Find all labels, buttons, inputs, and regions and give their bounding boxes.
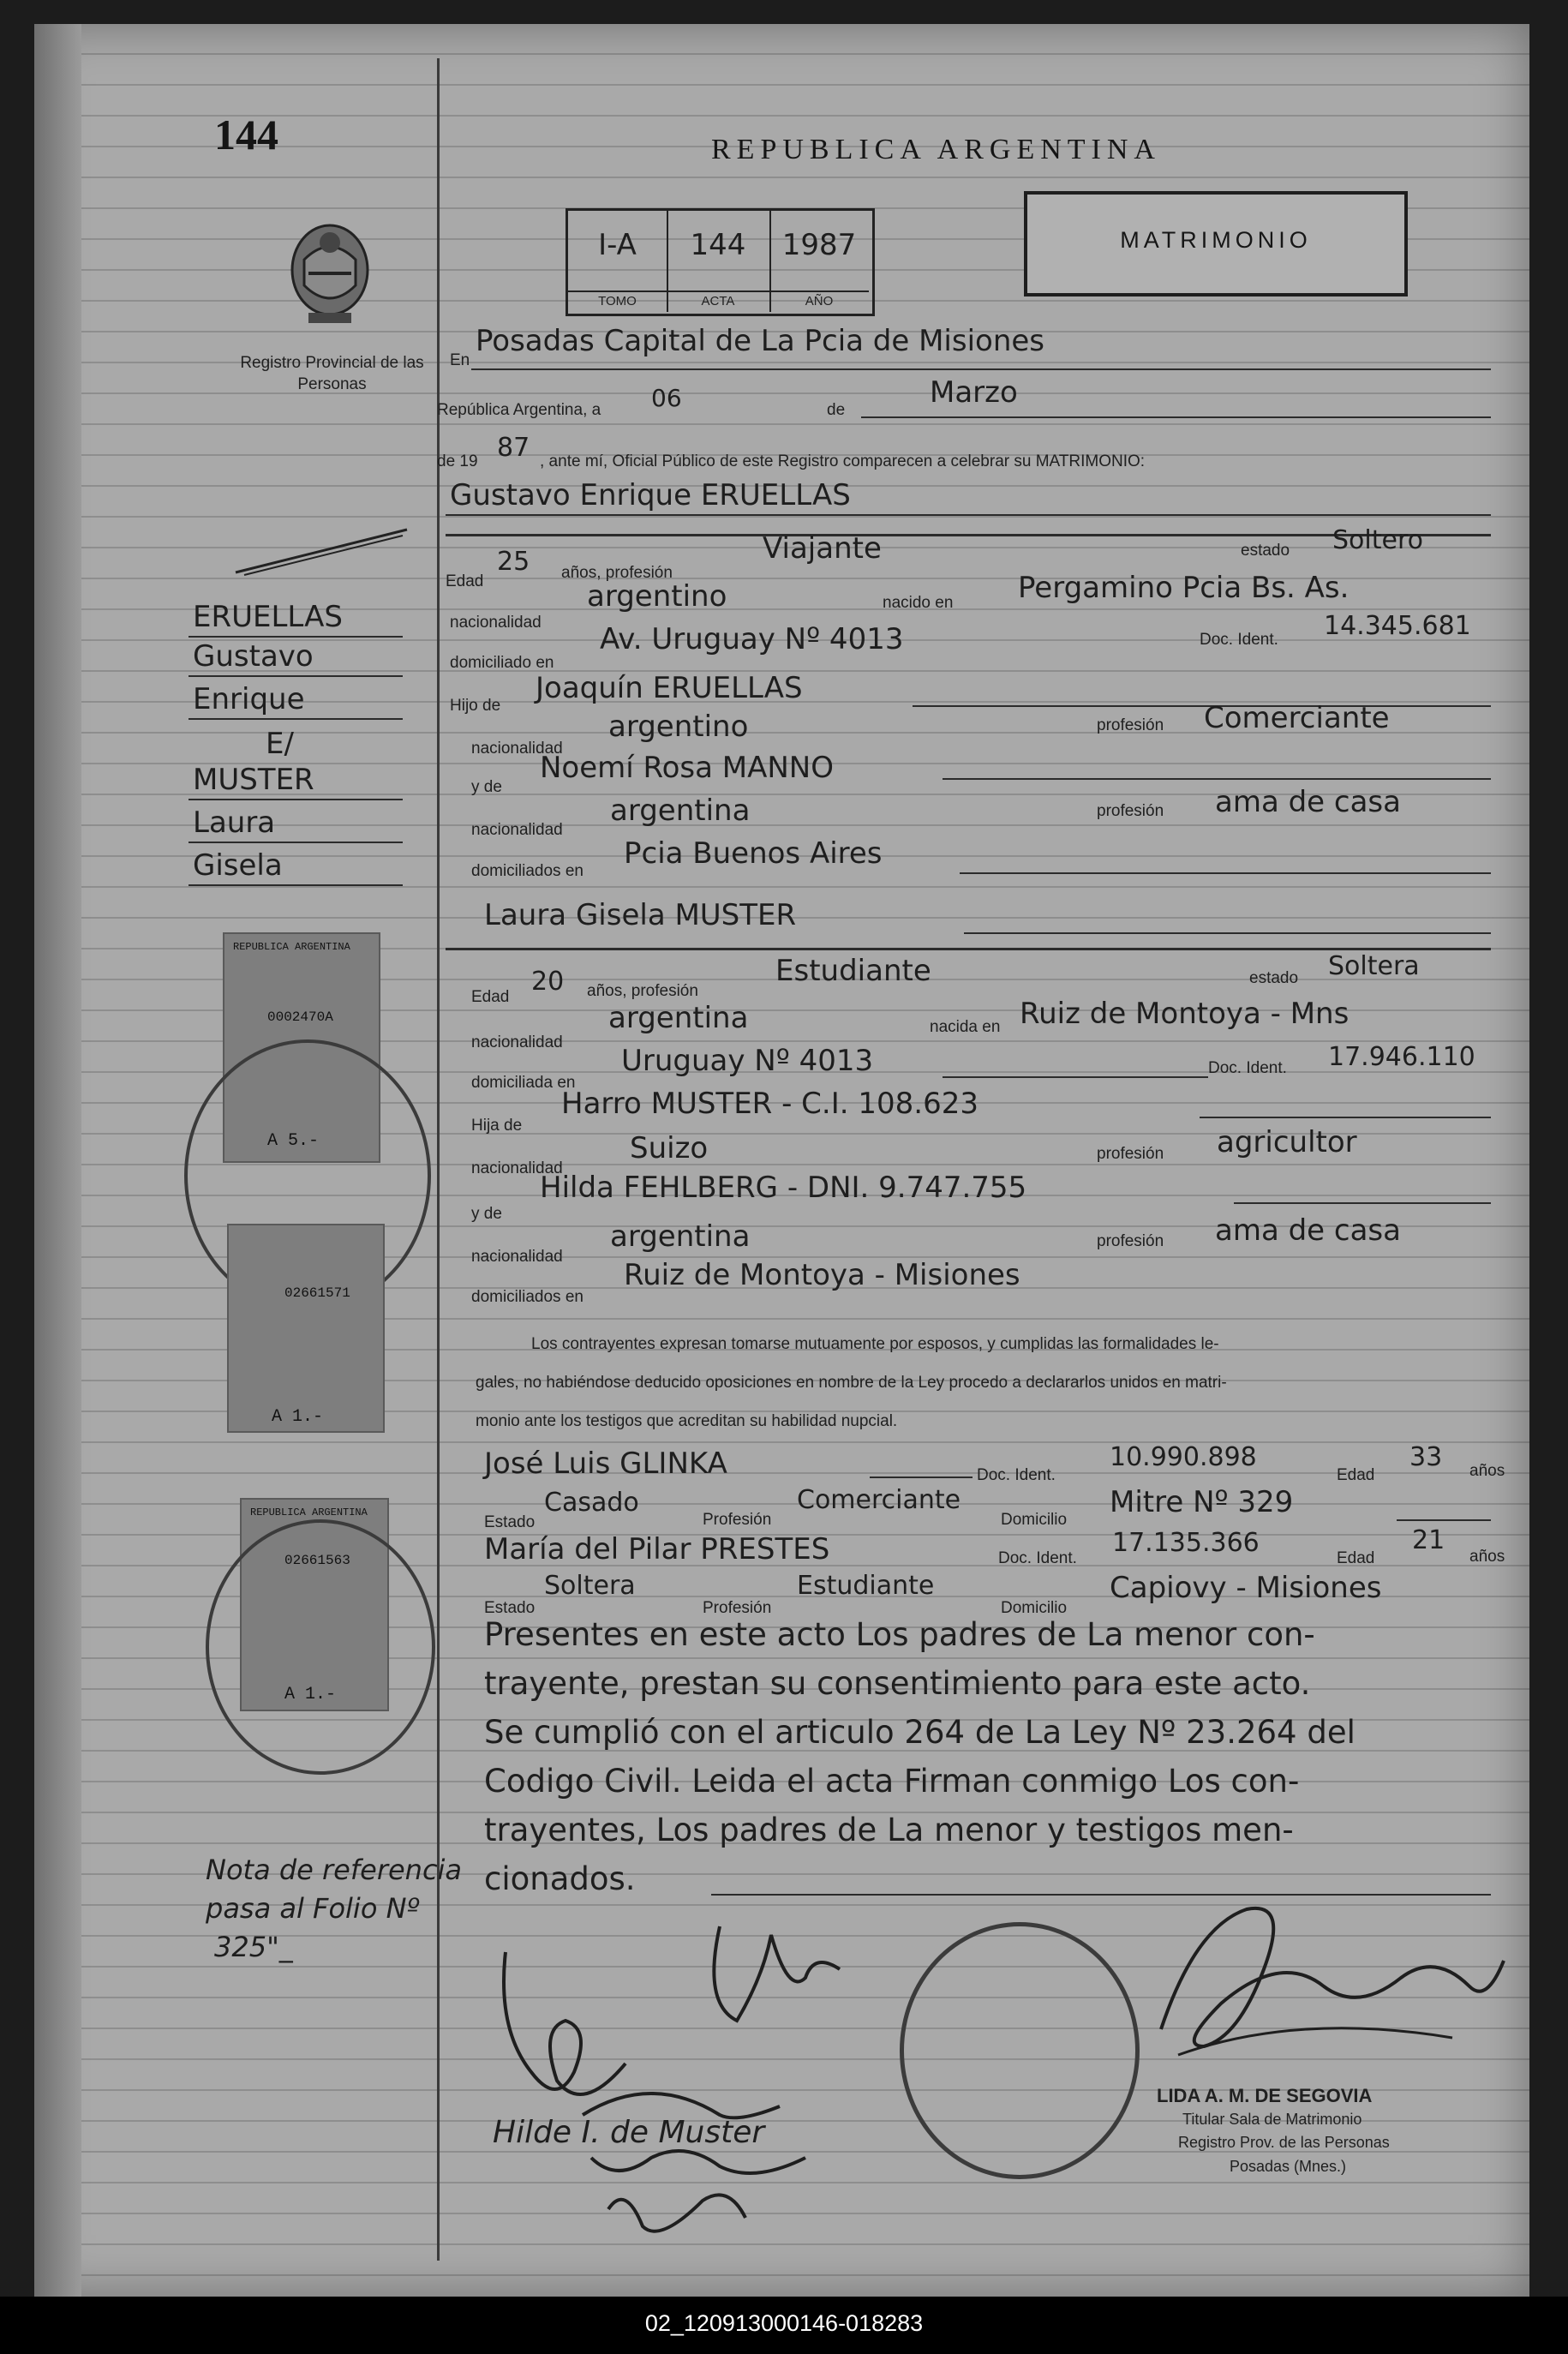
handwritten-note-line: trayentes, Los padres de La menor y testigos men-: [484, 1812, 1294, 1848]
groom-mother-nac-label: nacionalidad: [471, 821, 563, 839]
groom-doc: 14.345.681: [1324, 611, 1471, 641]
groom-domicilio-label: domiciliado en: [450, 654, 554, 672]
bride-father-nationality: Suizo: [630, 1131, 709, 1165]
margin-name: E/: [266, 727, 294, 761]
witness-1-estado-label: Estado: [484, 1513, 536, 1531]
bride-address: Uruguay Nº 4013: [621, 1044, 874, 1078]
witness-2-domicilio-label: Domicilio: [1001, 1599, 1068, 1617]
groom-father-prof-label: profesión: [1097, 716, 1164, 734]
handwritten-note-line: Se cumplió con el articulo 264 de La Ley Nº 23.264 del: [484, 1714, 1356, 1751]
groom-profession: Viajante: [763, 531, 882, 566]
tomo-value: I-A: [598, 228, 637, 262]
book-spine: [34, 24, 81, 2297]
groom-edad-label: Edad: [446, 572, 484, 590]
day: 06: [651, 384, 682, 412]
declaration-line: gales, no habiéndose deducido oposiciones en nombre de la Ley procedo a declararlos unidos en matri-: [476, 1374, 1227, 1392]
year-prefix: de 19: [437, 452, 478, 470]
stamp-value: A 5.-: [267, 1131, 320, 1151]
groom-mother: Noemí Rosa MANNO: [540, 751, 835, 785]
acta-label: ACTA: [667, 291, 769, 308]
bride-nacido-label: nacida en: [930, 1018, 1001, 1036]
bride-mother-prof-label: profesión: [1097, 1232, 1164, 1250]
bride-domicilio-label: domiciliada en: [471, 1074, 576, 1092]
handwritten-note-line: trayente, prestan su consentimiento para este acto.: [484, 1665, 1311, 1702]
witness-1-profesion-label: Profesión: [703, 1511, 772, 1529]
declaration-line: monio ante los testigos que acreditan su habilidad nupcial.: [476, 1412, 898, 1430]
witness-1-domicilio-label: Domicilio: [1001, 1511, 1068, 1529]
stamp-number: 02661563: [284, 1553, 350, 1568]
groom-nacido-label: nacido en: [883, 594, 954, 612]
margin-strike-icon: [231, 525, 411, 577]
bride-nationality: argentina: [608, 1001, 749, 1035]
margin-name: Laura: [193, 806, 276, 840]
revenue-stamp: [227, 1224, 385, 1433]
groom-birthplace: Pergamino Pcia Bs. As.: [1018, 571, 1350, 605]
witness-2-age: 21: [1412, 1525, 1445, 1555]
tomo-label: TOMO: [568, 291, 667, 308]
bride-anos-label: años, profesión: [587, 982, 698, 1000]
registry-round-seal: [900, 1922, 1140, 2179]
acta-value: 144: [690, 228, 746, 262]
groom-hijo-label: Hijo de: [450, 697, 501, 715]
margin-name: ERUELLAS: [193, 600, 343, 634]
stamp-header: REPUBLICA ARGENTINA: [250, 1506, 368, 1518]
bride-status: Soltera: [1328, 951, 1420, 981]
bride-doc: 17.946.110: [1328, 1042, 1475, 1072]
bride-domiciliados-label: domiciliados en: [471, 1288, 584, 1306]
stamp-value: A 1.-: [284, 1685, 337, 1704]
stamp-number: 02661571: [284, 1285, 350, 1301]
witness-1-status: Casado: [544, 1488, 639, 1518]
register-page: [34, 24, 1529, 2297]
groom-age: 25: [497, 547, 530, 577]
bride-estado-label: estado: [1249, 969, 1299, 987]
act-number-box: [566, 208, 875, 316]
witness-2-address: Capiovy - Misiones: [1110, 1571, 1382, 1605]
bride-hijo-label: Hija de: [471, 1117, 523, 1135]
bride-father: Harro MUSTER - C.I. 108.623: [561, 1087, 979, 1121]
groom-domiciliados-label: domiciliados en: [471, 862, 584, 880]
record-type-box: [1024, 191, 1408, 296]
bride-father-prof-label: profesión: [1097, 1145, 1164, 1163]
witness-2-edad-label: Edad: [1337, 1549, 1375, 1567]
witness-2-anos-label: años: [1469, 1548, 1505, 1566]
republica-label: República Argentina, a: [437, 401, 601, 419]
folio-number: 144: [214, 111, 278, 159]
groom-status: Soltero: [1332, 525, 1423, 555]
handwritten-note-line: Codigo Civil. Leida el acta Firman conmigo Los con-: [484, 1763, 1300, 1800]
bride-profession: Estudiante: [775, 954, 931, 988]
bride-mother-nac-label: nacionalidad: [471, 1248, 563, 1266]
witness-2-estado-label: Estado: [484, 1599, 536, 1617]
groom-father-nationality: argentino: [608, 710, 749, 744]
bride-name: Laura Gisela MUSTER: [484, 898, 797, 932]
witness-2-doc-label: Doc. Ident.: [998, 1549, 1077, 1567]
groom-mother-nationality: argentina: [610, 794, 751, 828]
groom-father-profession: Comerciante: [1204, 701, 1390, 735]
bride-yde-label: y de: [471, 1205, 502, 1223]
groom-nacionalidad-label: nacionalidad: [450, 614, 542, 632]
year-suffix: 87: [497, 433, 530, 463]
witness-2-profesion-label: Profesión: [703, 1599, 772, 1617]
margin-name: Gustavo: [193, 639, 314, 674]
bride-doc-label: Doc. Ident.: [1208, 1059, 1287, 1077]
country-heading: REPUBLICA ARGENTINA: [711, 134, 1161, 165]
place: Posadas Capital de La Pcia de Misiones: [476, 324, 1045, 358]
bride-mother-nationality: argentina: [610, 1219, 751, 1254]
witness-2-profession: Estudiante: [797, 1571, 935, 1601]
month: Marzo: [930, 375, 1018, 410]
groom-mother-prof-label: profesión: [1097, 802, 1164, 820]
groom-doc-label: Doc. Ident.: [1200, 631, 1278, 649]
stamp-number: 0002470A: [267, 1009, 333, 1025]
en-label: En: [450, 351, 470, 369]
witness-1-profession: Comerciante: [797, 1485, 961, 1515]
official-round-seal: [206, 1519, 435, 1775]
margin-note-line: 325"_: [214, 1931, 293, 1963]
witness-1-anos-label: años: [1469, 1462, 1505, 1480]
officer-signature: [1127, 1875, 1521, 2089]
witness-1-address: Mitre Nº 329: [1110, 1485, 1294, 1519]
margin-note-line: pasa al Folio Nº: [206, 1892, 420, 1925]
witness-2-status: Soltera: [544, 1571, 636, 1601]
witness-1-doc-label: Doc. Ident.: [977, 1466, 1056, 1484]
witness-2-name: María del Pilar PRESTES: [484, 1532, 830, 1566]
margin-name: Enrique: [193, 682, 305, 716]
contracting-parties-signatures: [480, 1901, 925, 2261]
handwritten-note-line: Presentes en este acto Los padres de La menor con-: [484, 1616, 1315, 1653]
officer-name: LIDA A. M. DE SEGOVIA: [1157, 2085, 1373, 2106]
groom-anos-label: años, profesión: [561, 564, 673, 582]
margin-note-line: Nota de referencia: [206, 1854, 463, 1886]
margin-name: MUSTER: [193, 763, 314, 797]
bride-mother: Hilda FEHLBERG - DNI. 9.747.755: [540, 1171, 1027, 1205]
bride-nacionalidad-label: nacionalidad: [471, 1033, 563, 1051]
witness-2-doc: 17.135.366: [1112, 1528, 1260, 1558]
image-id: 02_120913000146-018283: [644, 2310, 924, 2336]
act-box-ano: [769, 211, 869, 312]
witness-1-doc: 10.990.898: [1110, 1442, 1257, 1472]
officer-office: Registro Prov. de las Personas: [1178, 2134, 1390, 2151]
groom-name: Gustavo Enrique ERUELLAS: [450, 478, 851, 512]
handwritten-note-line: cionados.: [484, 1860, 636, 1897]
bride-age: 20: [531, 967, 565, 997]
coat-of-arms-icon: [283, 217, 377, 328]
bride-birthplace: Ruiz de Montoya - Mns: [1020, 997, 1350, 1031]
bride-father-nac-label: nacionalidad: [471, 1159, 563, 1177]
witness-1-edad-label: Edad: [1337, 1466, 1375, 1484]
bride-parents-address: Ruiz de Montoya - Misiones: [624, 1258, 1020, 1292]
officer-title: Titular Sala de Matrimonio: [1182, 2111, 1362, 2128]
stamp-header: REPUBLICA ARGENTINA: [233, 941, 350, 953]
groom-father: Joaquín ERUELLAS: [536, 671, 803, 705]
groom-yde-label: y de: [471, 778, 502, 796]
groom-parents-address: Pcia Buenos Aires: [624, 836, 883, 871]
parent-signature: Hilde I. de Muster: [493, 2115, 765, 2150]
declaration-line: Los contrayentes expresan tomarse mutuamente por esposos, y cumplidas las formalidades le-: [531, 1335, 1219, 1353]
margin-rule: [437, 58, 440, 2261]
act-box-acta: [667, 211, 771, 312]
bride-mother-profession: ama de casa: [1215, 1213, 1401, 1248]
image-id-bar: [0, 2297, 1568, 2354]
groom-father-nac-label: nacionalidad: [471, 740, 563, 758]
officer-city: Posadas (Mnes.): [1230, 2158, 1347, 2175]
groom-estado-label: estado: [1241, 542, 1290, 560]
groom-nationality: argentino: [587, 579, 727, 614]
stamp-value: A 1.-: [272, 1407, 324, 1427]
act-box-tomo: [568, 211, 668, 312]
record-type: MATRIMONIO: [1120, 227, 1312, 253]
ano-value: 1987: [781, 228, 857, 262]
witness-1-name: José Luis GLINKA: [484, 1447, 727, 1481]
bride-father-profession: agricultor: [1217, 1125, 1357, 1159]
registry-name: Registro Provincial de las Personas: [240, 354, 424, 393]
groom-mother-profession: ama de casa: [1215, 785, 1401, 819]
bride-edad-label: Edad: [471, 988, 510, 1006]
margin-name: Gisela: [193, 848, 283, 883]
de-label: de: [827, 401, 846, 419]
ano-label: AÑO: [769, 291, 869, 308]
witness-1-age: 33: [1409, 1442, 1443, 1472]
intro-statement: , ante mí, Oficial Público de este Registro comparecen a celebrar su MATRIMONIO:: [540, 452, 1146, 470]
groom-address: Av. Uruguay Nº 4013: [600, 622, 904, 656]
